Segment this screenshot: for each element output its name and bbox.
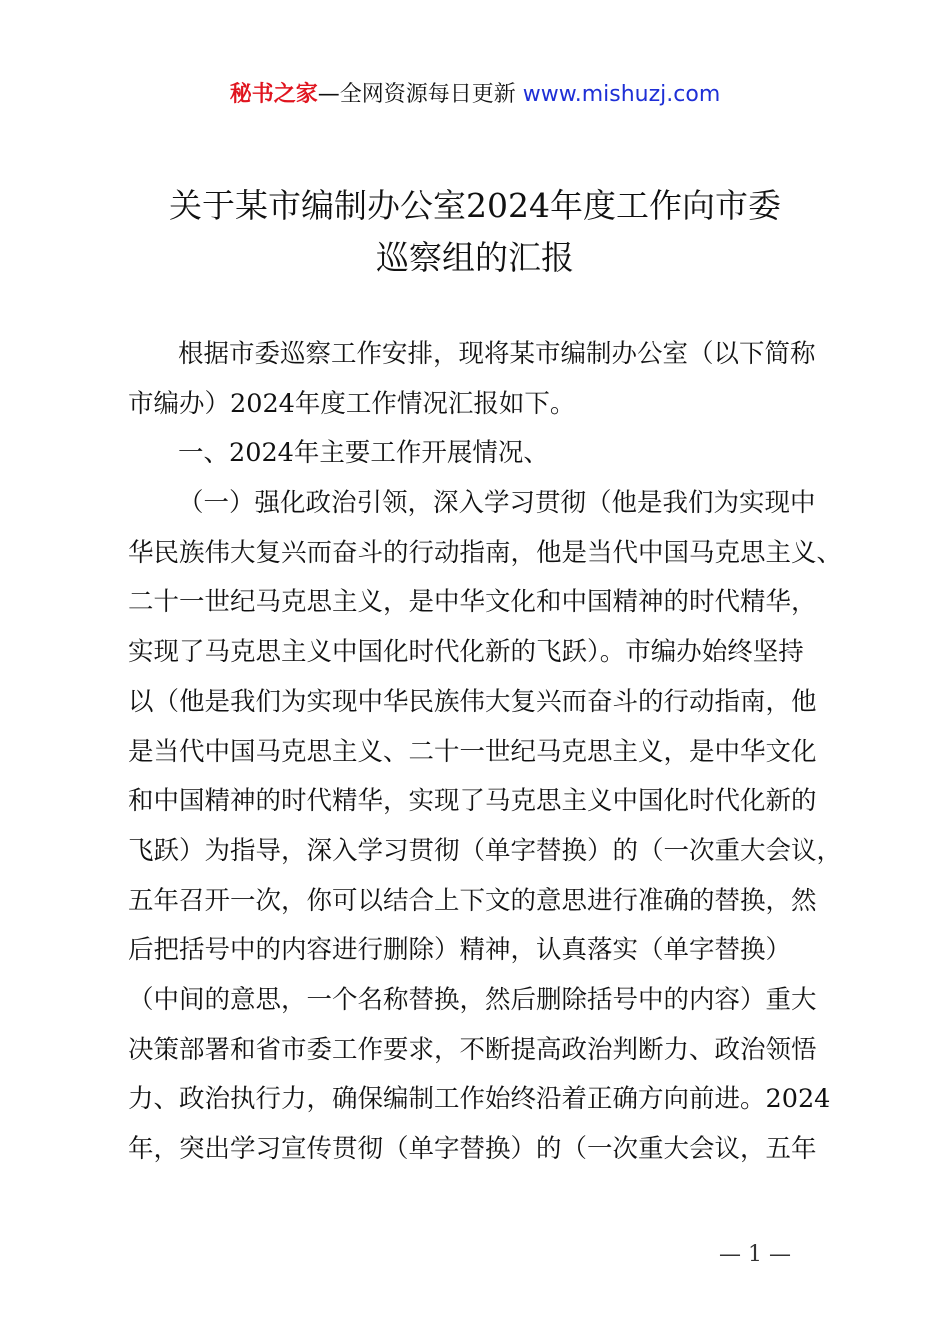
paragraph-line: 市编办）2024年度工作情况汇报如下。 — [128, 388, 576, 419]
site-header — [0, 78, 950, 112]
paragraph-line: 飞跃）为指导，深入学习贯彻（单字替换）的（一次重大会议， — [128, 835, 843, 866]
paragraph-line: 二十一世纪马克思主义，是中华文化和中国精神的时代精华， — [128, 587, 817, 618]
site-tagline: —全网资源每日更新 — [317, 82, 523, 107]
document-title — [100, 180, 850, 284]
paragraph-line: （中间的意思，一个名称替换，然后删除括号中的内容）重大 — [128, 984, 817, 1015]
site-brand: 秘书之家 — [229, 82, 318, 107]
paragraph-line: 决策部署和省市委工作要求，不断提高政治判断力、政治领悟 — [128, 1034, 817, 1065]
document-body — [128, 330, 843, 1175]
paragraph-line: 是当代中国马克思主义、二十一世纪马克思主义，是中华文化 — [128, 736, 817, 767]
paragraph-line: 和中国精神的时代精华，实现了马克思主义中国化时代化新的 — [128, 786, 817, 817]
paragraph-line: 年，突出学习宣传贯彻（单字替换）的（一次重大会议，五年 — [128, 1134, 817, 1164]
title-line: 关于某市编制办公室2024年度工作向市委 — [169, 186, 781, 225]
paragraph-line: 华民族伟大复兴而奋斗的行动指南，他是当代中国马克思主义、 — [128, 537, 843, 568]
site-url-link[interactable]: www.mishuzj.com — [522, 82, 721, 107]
section-heading: 一、2024年主要工作开展情况、 — [178, 438, 549, 469]
paragraph-line: 根据市委巡察工作安排，现将某市编制办公室（以下简称 — [178, 339, 816, 369]
page-number: — 1 — — [719, 1242, 791, 1267]
paragraph-line: （一）强化政治引领，深入学习贯彻（他是我们为实现中 — [178, 488, 816, 519]
title-line: 巡察组的汇报 — [376, 238, 574, 277]
paragraph-line: 力、政治执行力，确保编制工作始终沿着正确方向前进。2024 — [128, 1084, 831, 1115]
paragraph-line: 后把括号中的内容进行删除）精神，认真落实（单字替换） — [128, 935, 792, 966]
paragraph-line: 实现了马克思主义中国化时代化新的飞跃）。市编办始终坚持 — [128, 637, 804, 668]
paragraph-line: 以（他是我们为实现中华民族伟大复兴而奋斗的行动指南，他 — [128, 686, 817, 717]
paragraph-line: 五年召开一次，你可以结合上下文的意思进行准确的替换，然 — [128, 885, 817, 916]
